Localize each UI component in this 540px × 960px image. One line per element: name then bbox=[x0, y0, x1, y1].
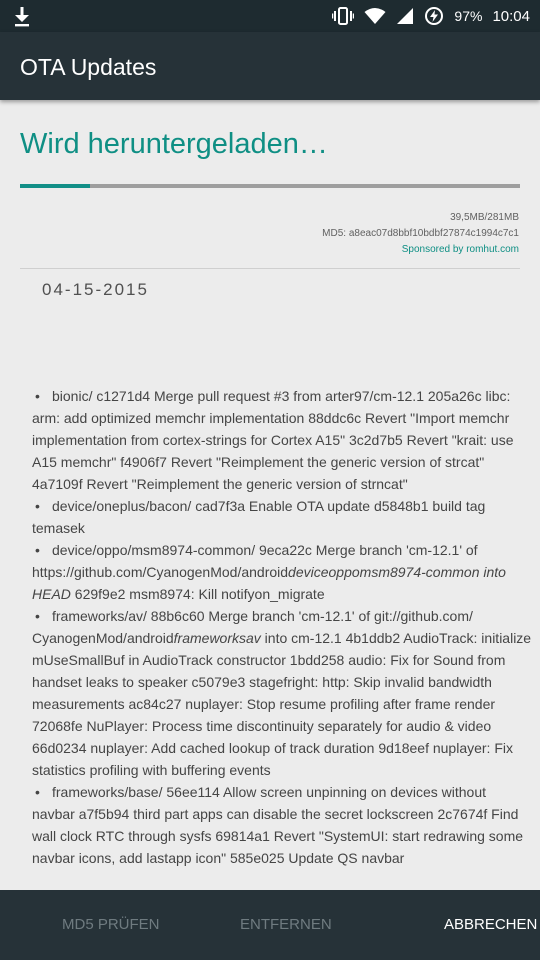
download-progress-bar bbox=[20, 184, 520, 188]
changelog-entry bbox=[32, 495, 532, 539]
build-date: 04-15-2015 bbox=[42, 280, 149, 299]
changelog-italic-text: deviceoppomsm8974-common into HEAD bbox=[32, 564, 506, 602]
sponsor-link[interactable]: Sponsored by romhut.com bbox=[401, 244, 519, 255]
changelog-entry bbox=[32, 781, 532, 869]
changelog-entry bbox=[32, 539, 532, 605]
battery-percent: 97% bbox=[454, 8, 483, 24]
vibrate-icon bbox=[332, 7, 354, 25]
changelog-entry bbox=[32, 605, 532, 781]
changelog-text: device/oppo/msm8974-common/ 9eca22c Merge branch 'cm-12.1' of https://github.com/CyanogenMod/android bbox=[32, 542, 478, 580]
bullet: • bbox=[35, 542, 40, 558]
cancel-button[interactable]: ABBRECHEN bbox=[444, 916, 538, 933]
changelog-text: frameworks/av/ 88b6c60 Merge branch 'cm-12.1' of git://github.com/ CyanogenMod/android bbox=[32, 608, 473, 646]
changelog-italic-text: frameworksav bbox=[173, 630, 261, 646]
changelog-text: bionic/ c1271d4 Merge pull request #3 from arter97/cm-12.1 205a26c libc: arm: add optimized memchr implementation 88ddc6c Revert "Import memchr implementation from cortex-strings for Cortex A15" 3c2d7b5 Revert "krait: use A15 memchr" f4906f7 Revert "Reimplement the generic version of strcat" 4a7109f Revert "Reimplement the generic version of strncat" bbox=[32, 388, 514, 492]
changelog-text: into cm-12.1 4b1ddb2 AudioTrack: initialize mUseSmallBuf in AudioTrack constructor 1bdd258 audio: Fix for Sound from handset leaks to speaker c5079e3 stagefright: http: Skip invalid bandwidth measurements ac84c27 nuplayer: Stop resume profiling after frame render 72068fe NuPlayer: Process time discontinuity separately for audio & video 66d0234 nuplayer: Add cached lookup of track duration 9d18eef nuplayer: Fix statistics profiling with buffering events bbox=[32, 630, 532, 778]
clock: 10:04 bbox=[492, 7, 530, 25]
changelog-entry bbox=[32, 385, 532, 495]
app-bar bbox=[0, 32, 540, 100]
download-status-title: Wird heruntergeladen… bbox=[20, 128, 328, 160]
wifi-icon bbox=[364, 7, 386, 25]
signal-icon bbox=[396, 7, 414, 25]
download-icon bbox=[12, 5, 32, 27]
battery-saver-icon bbox=[424, 6, 444, 26]
status-bar bbox=[0, 0, 540, 32]
bullet: • bbox=[35, 608, 40, 624]
changelog-text: frameworks/base/ 56ee114 Allow screen unpinning on devices without navbar a7f5b94 third part apps can disable the secret lockscreen 2c7674f Find wall clock RTC through sysfs 69814a1 Revert "SystemUI: start redrawing some navbar icons, add lastapp icon" 585e025 Update QS navbar bbox=[32, 784, 524, 866]
download-size: 39,5MB/281MB bbox=[450, 212, 519, 223]
divider bbox=[20, 268, 520, 269]
action-bar bbox=[0, 890, 540, 960]
remove-button[interactable]: ENTFERNEN bbox=[240, 916, 332, 933]
changelog-text: 629f9e2 msm8974: Kill notifyon_migrate bbox=[70, 586, 325, 602]
status-icons bbox=[332, 0, 530, 32]
bullet: • bbox=[35, 388, 40, 404]
download-progress-fill bbox=[20, 184, 90, 188]
check-md5-button[interactable]: MD5 PRÜFEN bbox=[62, 916, 160, 933]
bullet: • bbox=[35, 498, 40, 514]
md5-checksum: MD5: a8eac07d8bbf10bdbf27874c1994c7c1 bbox=[322, 228, 519, 239]
changelog-text: device/oneplus/bacon/ cad7f3a Enable OTA update d5848b1 build tag temasek bbox=[32, 498, 486, 536]
bullet: • bbox=[35, 784, 40, 800]
app-title: OTA Updates bbox=[20, 54, 157, 80]
changelog bbox=[32, 385, 532, 869]
